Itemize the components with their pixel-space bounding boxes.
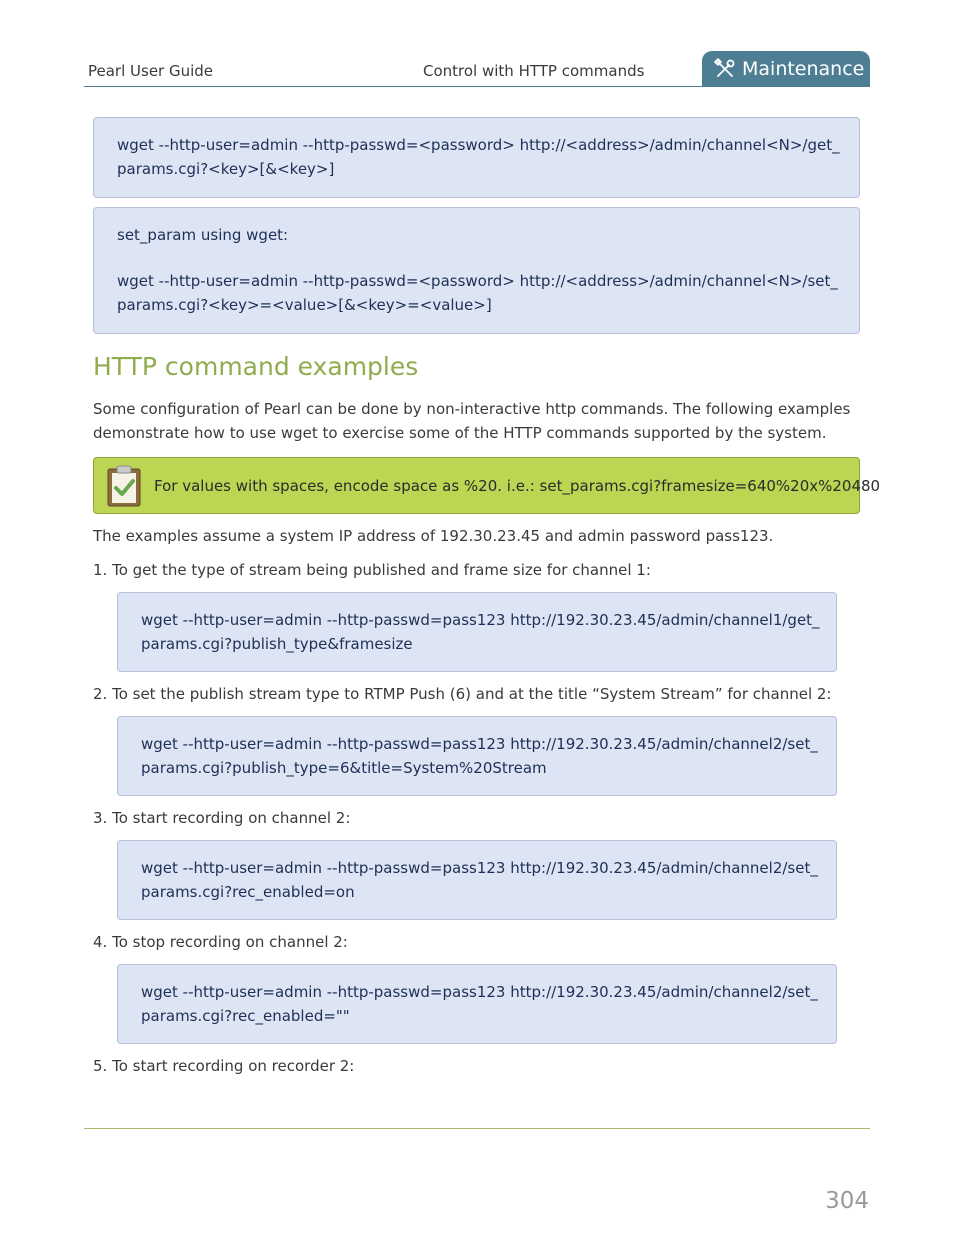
code-line: params.cgi?publish_type=6&title=System%20Stream [141, 759, 547, 777]
page-number: 304 [825, 1188, 869, 1214]
assumption-text: The examples assume a system IP address of 192.30.23.45 and admin password pass123. [93, 527, 774, 545]
section-title: HTTP command examples [93, 352, 419, 381]
header-chapter: Control with HTTP commands [423, 62, 645, 80]
code-line: wget --http-user=admin --http-passwd=pass123 http://192.30.23.45/admin/channel2/set_ [141, 735, 818, 753]
spacer [117, 247, 836, 269]
code-line: params.cgi?publish_type&framesize [141, 635, 413, 653]
code-line: params.cgi?<key>=<value>[&<key>=<value>] [117, 296, 492, 314]
clipboard-check-icon [106, 464, 142, 508]
step-2-code [117, 716, 837, 796]
code-line: params.cgi?<key>[&<key>] [117, 160, 335, 178]
code-line: params.cgi?rec_enabled="" [141, 1007, 350, 1025]
step-1-code [117, 592, 837, 672]
intro-line: demonstrate how to use wget to exercise some of the HTTP commands supported by the system. [93, 423, 827, 442]
step-3-code [117, 840, 837, 920]
code-line: wget --http-user=admin --http-passwd=pass123 http://192.30.23.45/admin/channel2/set_ [141, 859, 818, 877]
step-1-label: 1. To get the type of stream being published and frame size for channel 1: [93, 561, 651, 579]
step-5-label: 5. To start recording on recorder 2: [93, 1057, 355, 1075]
code-line: params.cgi?rec_enabled=on [141, 883, 355, 901]
code-line: wget --http-user=admin --http-passwd=<password> http://<address>/admin/channel<N>/set_ [117, 272, 838, 290]
step-4-label: 4. To stop recording on channel 2: [93, 933, 348, 951]
maintenance-tab [702, 51, 870, 87]
code-line: wget --http-user=admin --http-passwd=pass123 http://192.30.23.45/admin/channel2/set_ [141, 983, 818, 1001]
intro-paragraph [93, 398, 850, 445]
note-text: For values with spaces, encode space as %20. i.e.: set_params.cgi?framesize=640%20x%20480 [154, 476, 881, 495]
step-2-label: 2. To set the publish stream type to RTMP Push (6) and at the title “System Stream” for channel 2: [93, 685, 832, 703]
header-doc-title: Pearl User Guide [88, 62, 214, 80]
tab-label: Maintenance [742, 58, 865, 80]
footer-rule [84, 1128, 870, 1129]
step-3-label: 3. To start recording on channel 2: [93, 809, 351, 827]
tools-icon [714, 58, 736, 80]
note-box [93, 457, 881, 514]
code-line: wget --http-user=admin --http-passwd=pass123 http://192.30.23.45/admin/channel1/get_ [141, 611, 820, 629]
code-block-get [93, 117, 860, 198]
code-line: wget --http-user=admin --http-passwd=<password> http://<address>/admin/channel<N>/get_ [117, 136, 840, 154]
intro-line: Some configuration of Pearl can be done by non-interactive http commands. The following examples [93, 400, 851, 418]
step-4-code [117, 964, 837, 1044]
code-block-set [93, 207, 860, 334]
code-heading: set_param using wget: [117, 226, 289, 244]
